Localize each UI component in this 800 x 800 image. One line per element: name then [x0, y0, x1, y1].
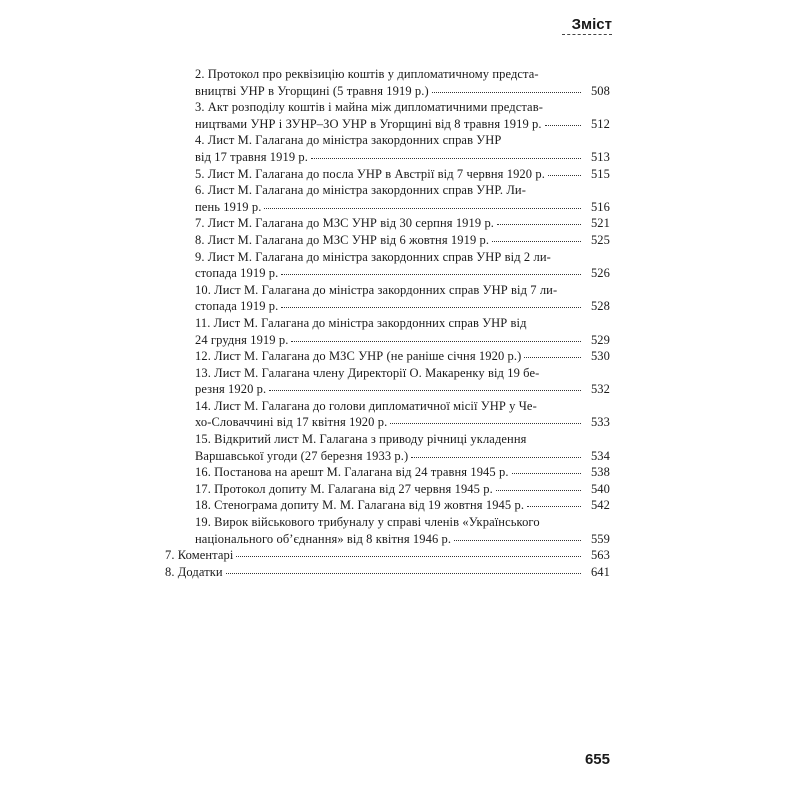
- dot-leader: [236, 556, 581, 557]
- toc-entry-text: ництвами УНР і ЗУНР–ЗО УНР в Угорщині від 8 травня 1919 р.: [195, 116, 542, 131]
- toc-entry: [165, 99, 610, 132]
- toc-entry-text: 16. Постанова на арешт М. Галагана від 24 травня 1945 р.: [195, 465, 509, 480]
- toc-entry-text: 18. Стенограма допиту М. М. Галагана від 19 жовтня 1945 р.: [195, 498, 525, 513]
- toc-entry-text: 8. Додатки: [165, 564, 223, 579]
- dot-leader: [527, 506, 581, 507]
- toc-entry: [165, 464, 610, 481]
- toc-entry-text: 4. Лист М. Галагана до міністра закордонних справ УНР: [195, 133, 502, 148]
- toc-entry-text: 14. Лист М. Галагана до голови дипломатичної місії УНР у Че-: [195, 398, 537, 413]
- header-underline: [562, 34, 612, 35]
- toc-entry-text: 8. Лист М. Галагана до МЗС УНР від 6 жовтня 1919 р.: [195, 232, 490, 247]
- toc-entry-text: 7. Коментарі: [165, 548, 234, 563]
- toc-entry: [165, 232, 610, 249]
- dot-leader: [226, 573, 581, 574]
- toc-page-number: 515: [590, 166, 610, 181]
- toc-page-number: 538: [590, 465, 610, 480]
- dot-leader: [281, 307, 581, 308]
- dot-leader: [432, 92, 581, 93]
- toc-entry-text: пень 1919 р.: [195, 199, 262, 214]
- toc-entry-text: 17. Протокол допиту М. Галагана від 27 червня 1945 р.: [195, 481, 493, 496]
- toc-page-number: 641: [590, 564, 610, 579]
- dot-leader: [496, 490, 581, 491]
- dot-leader: [291, 341, 581, 342]
- page-number: 655: [584, 751, 610, 768]
- toc-entry-text: Варшавської угоди (27 березня 1933 р.): [195, 448, 409, 463]
- toc-page-number: 508: [590, 83, 610, 98]
- dot-leader: [390, 423, 581, 424]
- toc-entry: [165, 481, 610, 498]
- toc-entry: [165, 66, 610, 99]
- dot-leader: [512, 473, 581, 474]
- dot-leader: [548, 175, 581, 176]
- toc-entry: [165, 182, 610, 215]
- toc-entry-text: 2. Протокол про реквізицію коштів у дипломатичному предста-: [195, 67, 539, 81]
- toc-entry-text: 11. Лист М. Галагана до міністра закордонних справ УНР від: [195, 315, 527, 330]
- toc-entry-text: 15. Відкритий лист М. Галагана з приводу річниці укладення: [195, 432, 527, 447]
- toc-entry-text: 13. Лист М. Галагана члену Директорії О. Макаренку від 19 бе-: [195, 365, 540, 380]
- toc-entry-text: хо-Словаччині від 17 квітня 1920 р.: [195, 415, 388, 430]
- toc-entry: [165, 315, 610, 348]
- toc-entry: [165, 215, 610, 232]
- toc-entry-text: 6. Лист М. Галагана до міністра закордонних справ УНР. Ли-: [195, 183, 526, 198]
- toc-entry-text: 5. Лист М. Галагана до посла УНР в Австрії від 7 червня 1920 р.: [195, 166, 545, 181]
- toc-entry: [165, 431, 610, 464]
- toc-entry-text: 24 грудня 1919 р.: [195, 332, 289, 347]
- toc-entry-text: 9. Лист М. Галагана до міністра закордонних справ УНР від 2 ли-: [195, 249, 551, 264]
- toc-page-number: 513: [590, 149, 610, 164]
- toc-page-number: 533: [590, 415, 610, 430]
- toc-entry: [165, 282, 610, 315]
- toc-page-number: 521: [590, 216, 610, 231]
- toc-entry: [165, 514, 610, 547]
- toc-entry: [165, 365, 610, 398]
- toc-page-number: 516: [590, 199, 610, 214]
- toc-entry: [165, 547, 610, 564]
- dot-leader: [281, 274, 581, 275]
- toc-entry: [165, 398, 610, 431]
- toc-entry-text: стопада 1919 р.: [195, 266, 279, 281]
- toc-entry: [165, 497, 610, 514]
- dot-leader: [311, 158, 581, 159]
- toc-entry-text: вництві УНР в Угорщині (5 травня 1919 р.): [195, 83, 429, 98]
- toc-page-number: 532: [590, 382, 610, 397]
- toc-page-number: 529: [590, 332, 610, 347]
- toc-page-number: 563: [590, 548, 610, 563]
- toc-page-number: 512: [590, 116, 610, 131]
- dot-leader: [454, 540, 581, 541]
- toc-page-number: 525: [590, 232, 610, 247]
- dot-leader: [411, 457, 581, 458]
- toc-entry-text: 10. Лист М. Галагана до міністра закордонних справ УНР від 7 ли-: [195, 282, 558, 297]
- toc-page-number: 534: [590, 448, 610, 463]
- table-of-contents: [165, 66, 610, 580]
- dot-leader: [545, 125, 581, 126]
- toc-page-number: 528: [590, 299, 610, 314]
- toc-page-number: 540: [590, 481, 610, 496]
- dot-leader: [497, 224, 581, 225]
- toc-entry-text: стопада 1919 р.: [195, 299, 279, 314]
- toc-entry-text: резня 1920 р.: [195, 382, 267, 397]
- toc-entry-text: 19. Вирок військового трибуналу у справі членів «Українського: [195, 515, 540, 530]
- toc-entry: [165, 249, 610, 282]
- toc-page-number: 559: [590, 531, 610, 546]
- toc-entry-text: національного об’єднання» від 8 квітня 1946 р.: [195, 531, 452, 546]
- toc-entry: [165, 166, 610, 183]
- toc-page-number: 530: [590, 349, 610, 364]
- toc-entry: [165, 564, 610, 581]
- toc-entry-text: 12. Лист М. Галагана до МЗС УНР (не раніше січня 1920 р.): [195, 349, 522, 364]
- dot-leader: [492, 241, 581, 242]
- dot-leader: [264, 208, 581, 209]
- toc-entry: [165, 132, 610, 165]
- toc-entry: [165, 348, 610, 365]
- dot-leader: [524, 357, 581, 358]
- toc-entry-text: від 17 травня 1919 р.: [195, 149, 308, 164]
- running-header-title: Зміст: [571, 16, 612, 33]
- toc-page-number: 542: [590, 498, 610, 513]
- toc-page-number: 526: [590, 266, 610, 281]
- toc-entry-text: 7. Лист М. Галагана до МЗС УНР від 30 серпня 1919 р.: [195, 216, 495, 231]
- toc-entry-text: 3. Акт розподілу коштів і майна між дипломатичними представ-: [195, 100, 543, 115]
- dot-leader: [269, 390, 581, 391]
